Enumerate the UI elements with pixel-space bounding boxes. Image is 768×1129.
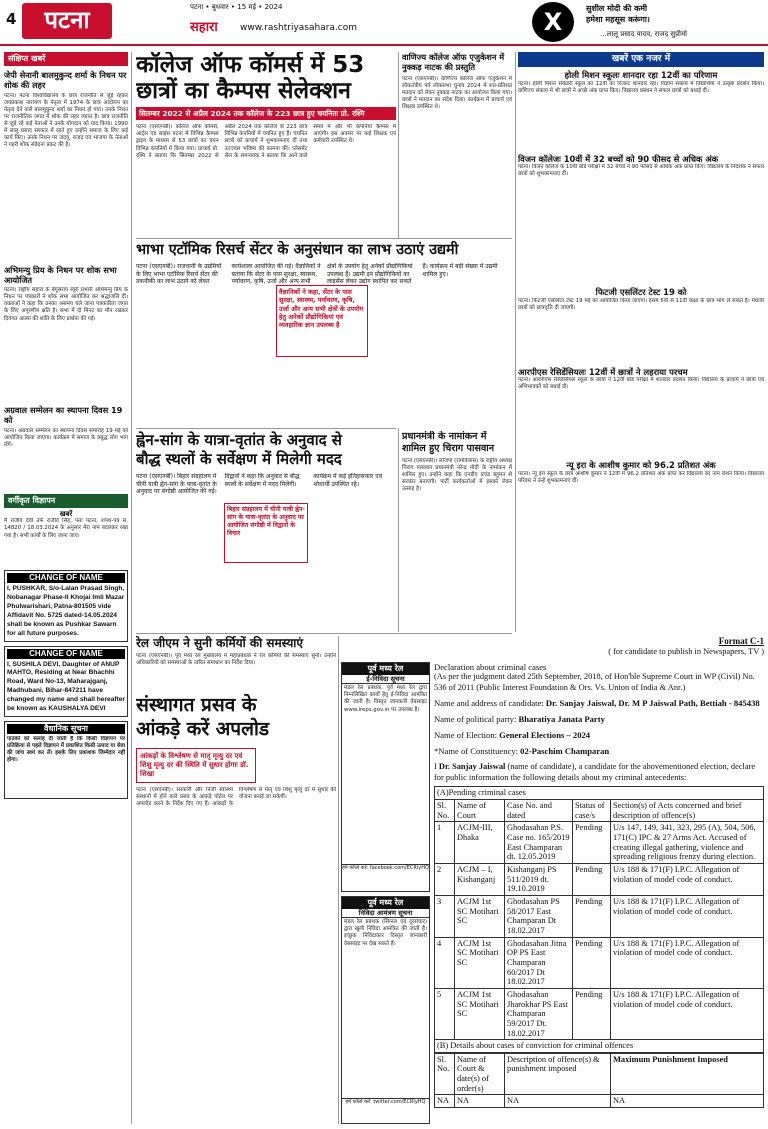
institutional-delivery-story <box>136 694 336 1124</box>
brief-item3-body: पटना। अग्रवाल सम्मेलन का स्थापना दिवस समारोह 19 मई को आयोजित किया जाएगा। कार्यक्रम में समाज के प्रबुद्ध लोग भाग लेंगे। <box>4 427 128 448</box>
pm-headline-2: शामिल हुए चिराग पासवान <box>402 442 495 454</box>
candidate-statement: I Dr. Sanjay Jaiswal (name of candidate), a candidate for the abovementioned election, declare for public information the following details about my criminal antecedents: <box>434 762 756 782</box>
right-item3-title: फिटजी एसलिंटर टेस्ट 19 को <box>595 287 687 298</box>
bhabha-body: पटना (एसएनबी)। राजधानी के उद्यमियों के लिए भाभा एटॉमिक रिसर्च सेंटर की तकनीकी का लाभ उठाने को लेकर कार्यशाला आयोजित की गई। वैज्ञानिकों ने बताया कि सेंटर के पास सुरक्षा, स्वास्थ्य, पर्यावरण, कृषि, उर्जा और अन्य सभी क्षेत्रों के उपयोग हेतु अनेकों प्रौद्योगिकियां उपलब्ध हैं। उद्यमी इन प्रौद्योगिकियों का लाइसेंस लेकर उद्योग स्थापित कर सकते हैं। कार्यक्रम में बड़ी संख्या में उद्यमी शामिल हुए। <box>136 263 498 285</box>
tender-ad-2-title: पूर्व मध्य रेल <box>342 897 429 909</box>
news-at-glance-label: खबरें एक नजर में <box>518 52 764 67</box>
main-headline-1: कॉलेज ऑफ कॉमर्स में 53 <box>136 52 365 78</box>
tender-ad-1-title: पूर्व मध्य रेल <box>342 663 429 675</box>
delivery-headline-2: आंकड़े करें अपलोड <box>136 717 270 740</box>
party-label: Name of political party: <box>434 714 517 725</box>
party-value: Bharatiya Janata Party <box>518 714 605 725</box>
tender-ad-2-sub: निविदा आमंत्रण सूचना <box>342 909 429 918</box>
brief-item2-body: पटना। राष्ट्रीय सहारा के बेगूसराय ब्यूरो प्रभारी अभिमन्यु प्रिय के निधन पर पत्रकारों ने शोक सभा आयोजित कर श्रद्धांजलि दी। वक्ताओं ने कहा कि उनका असमय चले जाना पत्रकारिता जगत के लिए अपूरणीय क्षति है। सभा में दो मिनट का मौन रखकर दिवंगत आत्मा की शांति के लिए प्रार्थना की गई। <box>4 287 128 322</box>
section-a-label: (A)Pending criminal cases <box>435 787 764 800</box>
brief-item2-title: अभिमन्यु प्रिय के निधन पर शोक सभा आयोजित <box>4 264 117 285</box>
candidate-name-label: Name and address of candidate: <box>434 698 544 709</box>
rail-headline: रेल जीएम ने सुनी कर्मियों की समस्याएं <box>136 636 304 650</box>
table-row: 5 ACJM 1st SC Motihari SC Ghodasahan Jharokhar PS East Champaran 59/2017 Dt. 18.02.2017 Pending U/s 188 & 171(F) I.P.C. Allegation of violation of model code of conduct. <box>435 988 764 1039</box>
right-item4-title: आरपीएस रेसिडेंसियलः 12वीं में छात्रों ने लहराया परचम <box>518 366 688 377</box>
tender-ad-1-sub: ई-निविदा सूचना <box>342 675 429 684</box>
candidate-name-row <box>434 698 764 709</box>
right-item2-body: पटना। विजन कॉलेज के 10वीं बोर्ड परीक्षा में 32 बच्चों ने 90 फीसद से अधिक अंक प्राप्त किए। विद्यालय के निदेशक ने सफल छात्रों को शुभकामनाएं दीं। <box>518 164 764 178</box>
tender-ad-1 <box>341 662 430 892</box>
quote-line2: हमेशा महसूस करूंगा। <box>586 15 650 24</box>
pending-cases-table <box>434 786 764 1052</box>
hwen-headline-2: बौद्ध स्थलों के सर्वेक्षण में मिलेगी मदद <box>136 449 342 468</box>
election-row <box>434 730 764 741</box>
dateline: पटना • बुधवार • 15 मई • 2024 <box>190 3 283 11</box>
table-row: 1 ACJM-III, Dhaka Ghodasahan P.S. Case no. 165/2019 East Champaran dt. 12.05.2019 Pending U/s 147, 149, 341, 323, 295 (A), 504, 506, 171(C) IPC & 27 Arms Act. Accused of creating illegal gathering, violence and spreading religious frenzy during election. <box>435 822 764 864</box>
drama-headline: वाणिज्य कॉलेज ऑफ एजुकेशन में नुक्कड़ नाटक की प्रस्तुति <box>402 52 505 73</box>
right-item2-title: विजन कॉलेजः 10वीं में 32 बच्चों को 90 फीसद से अधिक अंक <box>518 153 719 164</box>
city-logo <box>22 3 112 39</box>
legal-notice-body: पाठकों को सलाह दी जाती है कि किसी विज्ञापन पर प्रतिक्रिया से पहले विज्ञापन में प्रकाशित किसी उत्पाद या सेवा की जांच स्वयं कर लें। इसके लिए प्रकाशक जिम्मेदार नहीं होगा। <box>7 735 125 764</box>
hwen-pull-quote: बिहार संग्रहालय में चीनी यात्री ह्वेन-सांग के यात्रा-वृतांत के अनुवाद पर आयोजित संगोष्ठी में विद्वानों के विचार <box>224 503 308 563</box>
right-item5-body: पटना। न्यू इरा स्कूल के छात्र आशीष कुमार ने 12वीं में 96.2 प्रतिशत अंक प्राप्त कर विद्यालय का नाम रोशन किया। विद्यालय परिवार ने उन्हें शुभकामनाएं दीं। <box>518 470 764 484</box>
classified-label: वर्गीकृत विज्ञापन <box>4 494 128 508</box>
right-item3-body: पटना। फिटजी एसलिंटर टेस्ट 19 मई को आयोजित किया जाएगा। इसमें 5वीं से 11वीं कक्षा के छात्र भाग ले सकते हैं। मेधावी छात्रों को छात्रवृत्ति दी जाएगी। <box>518 297 764 311</box>
party-row <box>434 714 764 725</box>
brief-news-label: संक्षिप्त खबरें <box>4 52 128 66</box>
right-item1-body: पटना। होली मिशन सेकेंडरी स्कूल का 12वीं का रिजल्ट शानदार रहा। विज्ञान संकाय में विद्यार्थियों ने उत्कृष्ट प्रदर्शन किया। वाणिज्य संकाय में भी छात्रों ने अच्छे अंक प्राप्त किए। विद्यालय प्रबंधन ने सफल छात्रों को बधाई दी। <box>518 80 764 94</box>
brief-item1-body: पटना। पटना विश्वविद्यालय के छात्र राजनीति से जुड़े रहकर जयप्रकाश नारायण के नेतृत्व में 1974 के छात्र आंदोलन का नेतृत्व देने वाले बालमुकुन्द शर्मा का निधन हो गया। उनके निधन पर राजनीतिक जगत में शोक की लहर व्याप्त है। छात्र राजनीति से जुड़े रहे कई नेताओं ने उनके योगदान को याद किया। 1990 में लालू प्रसाद सरकार में रहते हुए उन्होंने समाज के लिए कई कार्य किए। उनके निधन पर जदयू, राजद एवं भाजपा के नेताओं ने गहरी शोक संवेदना प्रकट की है। <box>4 92 128 149</box>
name-change-box-1 <box>4 570 128 641</box>
form-subtitle: ( for candidate to publish in Newspapers, TV ) <box>608 647 764 657</box>
pm-nomination-story <box>402 431 512 631</box>
constituency-value: 02-Paschim Champaran <box>520 745 610 756</box>
bhabha-pull-quote: वैज्ञानिकों ने कहा, सेंटर के पास सुरक्षा, स्वास्थ्य, पर्यावरण, कृषि, उर्जा और अन्य सभी क्षेत्रों के उपयोग हेतु अनेकों प्रौद्योगिकियां एवं व्यवहारिक ज्ञान उपलब्ध है <box>276 285 368 357</box>
drama-story <box>402 52 512 238</box>
masthead: सहारा <box>190 20 218 35</box>
classified-sub-label: खबरें <box>59 509 73 518</box>
hwen-body: पटना (एसएनबी)। बिहार संग्रहालय में चीनी यात्री ह्वेन-सांग के यात्रा-वृतांत के अनुवाद पर संगोष्ठी आयोजित की गई। विद्वानों ने कहा कि अनुवाद से बौद्ध स्थलों के सर्वेक्षण में मदद मिलेगी। कार्यक्रम में कई इतिहासकार एवं शोधार्थी उपस्थित रहे। <box>136 473 382 495</box>
drama-body: पटना (एसएनबी)। वाणिज्य कॉलेज ऑफ एजुकेशन में लोकतंत्रीय पर्व लोकसभा चुनाव 2024 में शत-प्रतिशत मतदान को लेकर नुक्कड़ नाटक का आयोजन किया गया। छात्रों ने मतदान का संदेश दिया। कार्यक्रम में प्राचार्य एवं शिक्षक उपस्थित थे। <box>402 75 512 110</box>
election-value: General Elections – 2024 <box>499 729 591 740</box>
city-logo-text: पटना <box>44 6 90 34</box>
delivery-body: पटना (एसएनबी)। सरकारी और निजी स्वास्थ्य संस्थानों में होने वाले प्रसव के आंकड़े पोर्टल पर अपलोड करने के निर्देश दिए गए हैं। आंकड़ों के विश्लेषण से मातृ एवं शिशु मृत्यु दर में सुधार की योजना बनाई जा सकेगी। <box>136 786 336 808</box>
declaration-title: Declaration about criminal cases <box>434 661 547 672</box>
table-row: 4 ACJM 1st SC Motihari SC Ghodasahan Jitna OP PS East Champaran 60/2017 Dt 18.02.2017 Pending U/s 188 & 171(F) I.P.C. Allegation of violation of model code of conduct. <box>435 937 764 988</box>
website-link[interactable]: www.rashtriyasahara.com <box>240 23 358 33</box>
table-row: 2 ACJM – I, Kishanganj Kishanganj PS 511/2019 dt. 19.10.2019 Pending U/s 188 & 171(F) I.P.C. Allegation of violation of model code of conduct. <box>435 864 764 896</box>
name-change-title-1: CHANGE OF NAME <box>7 573 125 583</box>
hwen-story <box>136 431 396 631</box>
right-item5-title: न्यू इरा के आशीष कुमार को 96.2 प्रतिशत अंक <box>566 460 716 471</box>
legal-notice-box <box>4 721 128 799</box>
table-row: 3 ACJM 1st SC Motihari SC Ghodasahan PS 58/2017 East Champaran Dt 18.02.2017 Pending U/s 188 & 171(F) I.P.C. Allegation of violation of model code of conduct. <box>435 895 764 937</box>
main-strap: सितम्बर 2022 से अप्रैल 2024 तक कॉलेज के 223 छात्र हुए चयनितः प्रो. रश्मि <box>136 107 396 120</box>
constituency-label: *Name of Constituency: <box>434 745 519 756</box>
main-headline-2: छात्रों का कैम्पस सेलेक्शन <box>136 78 351 105</box>
table-row: NA NA NA NA <box>435 1095 764 1108</box>
rail-story <box>136 636 336 692</box>
right-column <box>518 52 764 632</box>
quote-line1: सुशील मोदी की कमी <box>586 4 648 13</box>
tender-ad-2-body: मंडल रेल प्रबंधक (सिग्नल एवं दूरसंचार) द्वारा खुली निविदा आमंत्रित की जाती है। इच्छुक निविदाकार विस्तृत जानकारी वेबसाइट पर देख सकते हैं। <box>344 919 427 947</box>
declaration-text: (As per the judgment dated 25th September, 2018, of Hon'ble Supreme Court in WP (Civil) No. 536 of 2011 (Public Interest Foundation & Ors. Vs. Union of India & Anr.) <box>434 672 755 692</box>
dateline-city: पटना <box>190 3 204 11</box>
tender-ad-2 <box>341 896 430 1124</box>
x-logo-icon: X <box>532 2 574 42</box>
right-item4-body: पटना। आरपीएस रेसिडेंसियल स्कूल के छात्रों ने 12वीं बोर्ड परीक्षा में शानदार प्रदर्शन किया। विद्यालय के प्राचार्य ने छात्रों एवं अभिभावकों को बधाई दी। <box>518 377 764 391</box>
pm-body: पटना (एसएनबी)। लोजपा (रामविलास) के राष्ट्रीय अध्यक्ष चिराग पासवान प्रधानमंत्री नरेन्द्र मोदी के नामांकन में शामिल हुए। उन्होंने कहा कि एनडीए प्रचंड बहुमत से सरकार बनाएगी। पार्टी कार्यकर्ताओं में इसको लेकर उत्साह है। <box>402 457 512 493</box>
main-body: पटना (एसएनबी)। कॉलेज ऑफ कॉमर्स, आर्ट्स एंड साइंस पटना में विभिन्न कैम्पस ड्राइव के माध्यम से 53 छात्रों का चयन विभिन्न कंपनियों में किया गया। प्राचार्य प्रो. रश्मि ने बताया कि सितम्बर 2022 से अप्रैल 2024 तक कॉलेज के 223 छात्र विभिन्न कंपनियों में चयनित हुए हैं। चयनित छात्रों को प्राचार्य ने शुभकामनाएं दीं तथा उज्ज्वल भविष्य की कामना की। प्लेसमेंट सेल के समन्वयक ने बताया कि आने वाले समय में और भी कंपनियां कैम्पस में आएंगी। इस अवसर पर कई शिक्षक एवं कर्मचारी उपस्थित थे। <box>136 124 396 159</box>
brief-item3-title: अग्रवाल सम्मेलन का स्थापना दिवस 19 को <box>4 405 123 426</box>
delivery-pull-quote: आंकड़ों के विश्लेषण से मातृ मृत्यु दर एवं शिशु मृत्यु दर की स्थिति में सुधार होगाः डॉ. शिखा <box>136 748 256 783</box>
name-change-body-1: I, PUSHKAR, S/o-Lalan Prasad Singh, Nobanagar Phase-II Khojai Imli Mazar Phulwarishari, Patna-801505 vide Affidavit No. 5725 dated-14.05.2024 shall be known as Pushkar Sawarn for all future purposes. <box>7 585 125 637</box>
rail-body: पटना (एसएनबी)। पूर्व मध्य रेल मुख्यालय में महाप्रबंधक ने रेल कर्मियों की समस्याएं सुनीं। उन्होंने अधिकारियों को समस्याओं के त्वरित समाधान का निर्देश दिया। <box>136 653 336 667</box>
pending-cases-header: Sl. No. Name of Court Case No. and dated Status of case/s Section(s) of Acts concerned and brief description of offence(s) <box>435 800 764 822</box>
conviction-table <box>434 1053 764 1108</box>
hwen-headline-1: ह्वेन-सांग के यात्रा-वृतांत के अनुवाद से <box>136 431 342 449</box>
tender-ad-1-body: मंडल रेल प्रबंधक, पूर्व मध्य रेल द्वारा निम्नलिखित कार्यों हेतु ई-निविदा आमंत्रित की जाती है। विस्तृत जानकारी वेबसाइट www.ireps.gov.in पर उपलब्ध है। <box>344 685 427 713</box>
name-change-body-2: I, SUSHILA DEVI, Daughter of ANUP MAHTO, Residing at Near Bhachhi Road, Ward No-13, Maharajganj, Madhubani, Bihar-847211 have changed my name and shall hereafter be known as KAUSHALYA DEVI <box>7 660 125 713</box>
legal-notice-title: वैधानिक सूचना <box>7 724 125 734</box>
tender-ad-2-footer: हमें फॉलो करें: twitter.com/ECRlyHQ <box>342 1098 429 1105</box>
classified-body: मैं राजीव देवी उर्फ राजीव सिंह, पता पटना, शपथ-पत्र सं. 14820 / 18.03.2024 के अनुसार मेरा नाम बदलकर रखा गया है। सभी कार्यों के लिए जाना जाए। <box>4 518 128 539</box>
name-change-box-2 <box>4 646 128 717</box>
criminal-declaration-form <box>434 636 764 1126</box>
election-label: Name of Election: <box>434 729 497 740</box>
candidate-name-value: Dr. Sanjay Jaiswal, Dr. M P Jaiswal Path, Bettiah - 845438 <box>545 698 760 709</box>
dateline-date: बुधवार • 15 मई • 2024 <box>211 3 283 11</box>
name-change-title-2: CHANGE OF NAME <box>7 649 125 659</box>
right-item1-title: होली मिशन स्कूलः शानदार रहा 12वीं का परिणाम <box>564 70 718 81</box>
page-number: 4 <box>6 10 17 28</box>
conviction-header: Sl. No. Name of Court & date(s) of order(s) Description of offence(s) & punishment imposed Maximum Punishment Imposed <box>435 1053 764 1095</box>
left-column <box>4 52 128 1124</box>
section-b-label: (B) Details about cases of conviction for criminal offences <box>435 1040 764 1053</box>
delivery-headline-1: संस्थागत प्रसव के <box>136 694 257 716</box>
bhabha-story <box>136 241 512 426</box>
form-title: Format C-1 <box>718 636 764 646</box>
page-header <box>0 0 768 46</box>
constituency-row <box>434 746 764 757</box>
pm-headline-1: प्रधानमंत्री के नामांकन में <box>402 431 487 442</box>
brief-item1-title: जेपी सेनानी बालमुकुन्द शर्मा के निधन पर शोक की लहर <box>4 70 127 91</box>
bhabha-headline: भाभा एटॉमिक रिसर्च सेंटर के अनुसंधान का लाभ उठाएं उद्यमी <box>136 242 459 258</box>
quote-attribution: ...लालू प्रसाद यादव, राजद सुप्रीमो <box>600 30 687 38</box>
tender-ad-1-footer: हमें फॉलो करें: facebook.com/ECRlyHQ <box>342 865 429 872</box>
